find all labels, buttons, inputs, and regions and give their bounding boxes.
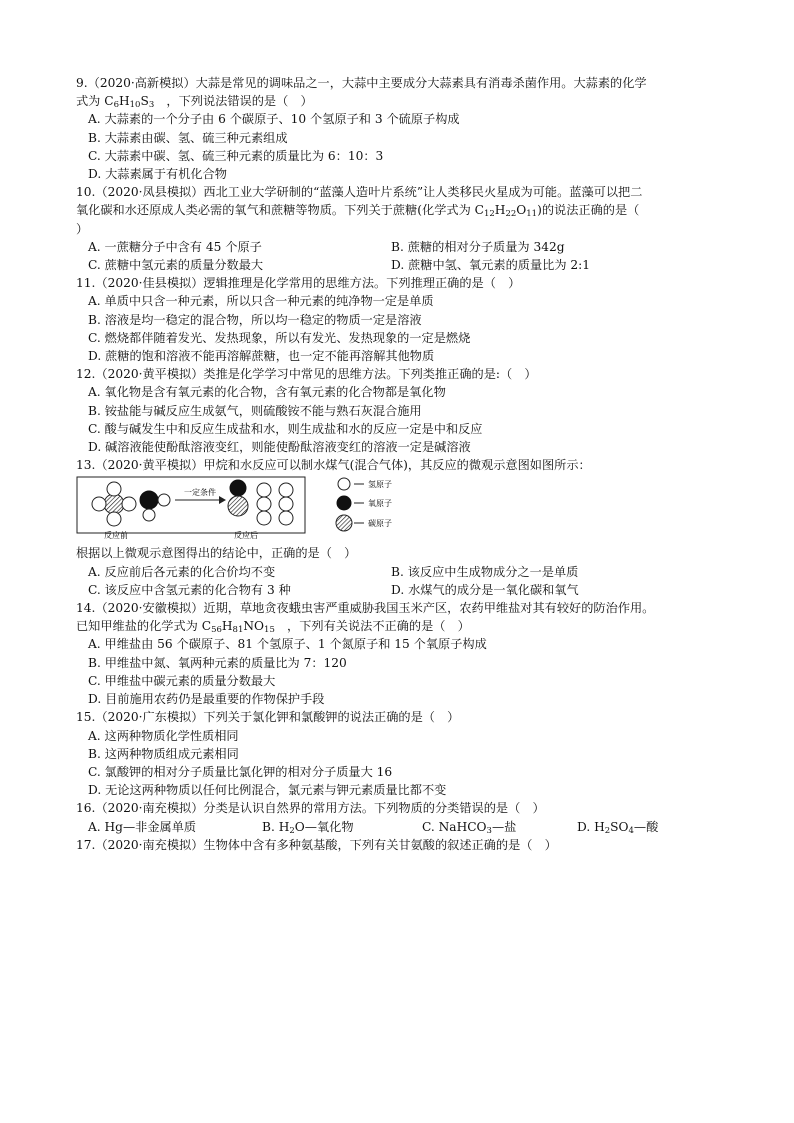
option-b: B. 该反应中生成物成分之一是单质 — [391, 564, 579, 579]
question-13-stem: 13.（2020·黄平模拟）甲烷和水反应可以制水煤气(混合气体)，其反应的微观示意图如图所示： — [76, 458, 591, 473]
options-row — [76, 256, 726, 274]
carbon-atom — [104, 494, 124, 514]
hydrogen-atom — [143, 509, 155, 521]
hydrogen-atom — [279, 483, 293, 497]
option-b: B. 甲维盐中氮、氧两种元素的质量比为 7：120 — [88, 655, 347, 670]
question-14-stem-line-1: 14.（2020·安徽模拟）近期，草地贪夜蛾虫害严重威胁我国玉米产区，农药甲维盐对其有较好的防治作用。 — [76, 601, 655, 616]
question-13 — [76, 456, 726, 599]
hydrogen-atom — [257, 497, 271, 511]
question-11-stem: 11.（2020·佳县模拟）逻辑推理是化学常用的思维方法。下列推理正确的是（ ） — [76, 276, 521, 291]
question-13-prompt: 根据以上微观示意图得出的结论中，正确的是（ ） — [76, 546, 357, 561]
question-12-stem: 12.（2020·黄平模拟）类推是化学学习中常见的思维方法。下列类推正确的是:（ ） — [76, 367, 537, 382]
hydrogen-atom — [279, 511, 293, 525]
oxygen-atom — [140, 491, 158, 509]
options-row — [76, 563, 726, 581]
reaction-diagram-svg — [76, 476, 726, 540]
hydrogen-atom — [257, 483, 271, 497]
reaction-diagram — [76, 476, 726, 540]
hydrogen-atom — [279, 497, 293, 511]
question-9-stem-line-1: 9.（2020·高新模拟）大蒜是常见的调味品之一，大蒜中主要成分大蒜素具有消毒杀菌作用。大蒜素的化学 — [76, 76, 647, 90]
hydrogen-atom — [158, 494, 170, 506]
hydrogen-atom — [122, 497, 136, 511]
label-before: 反应前 — [104, 531, 128, 541]
option-d: D. 碱溶液能使酚酞溶液变红，则能使酚酞溶液变红的溶液一定是碱溶液 — [88, 440, 471, 455]
hydrogen-atom — [107, 512, 121, 526]
legend-hydrogen-icon — [338, 478, 350, 490]
option-b: B. 大蒜素由碳、氢、硫三种元素组成 — [88, 130, 288, 145]
question-9-stem-line-2: 式为 $C_6H_{10}S_3$ ，下列说法错误的是（ ） — [76, 94, 313, 111]
legend-carbon-label: 碳原子 — [368, 519, 392, 529]
option-c: C. 大蒜素中碳、氢、硫三种元素的质量比为 6：10：3 — [88, 148, 384, 163]
question-10-stem-line-2: 氧化碳和水还原成人类必需的氧气和蔗糖等物质。下列关于蔗糖(化学式为 $C_{12}H_{22}O_{11}$)的说法正确的是（ — [76, 203, 640, 220]
option-a: A. 甲维盐由 56 个碳原子、81 个氢原子、1 个氮原子和 15 个氧原子构成 — [88, 637, 487, 652]
question-15-stem: 15.（2020·广东模拟）下列关于氯化钾和氯酸钾的说法正确的是（ ） — [76, 710, 460, 725]
legend-oxygen-icon — [337, 496, 351, 510]
option-c: C. 蔗糖中氢元素的质量分数最大 — [88, 258, 264, 273]
question-16-stem: 16.（2020·南充模拟）分类是认识自然界的常用方法。下列物质的分类错误的是（ ） — [76, 801, 545, 816]
option-a: A. 一蔗糖分子中含有 45 个原子 — [88, 239, 262, 254]
option-b: B. 溶液是均一稳定的混合物，所以均一稳定的物质一定是溶液 — [88, 312, 422, 327]
option-c: C. NaHCO$_3$—盐 — [422, 819, 517, 836]
option-d: D. 蔗糖中氢、氧元素的质量比为 2:1 — [391, 258, 591, 273]
option-a: A. 反应前后各元素的化合价均不变 — [88, 564, 276, 579]
option-d: D. 蔗糖的饱和溶液不能再溶解蔗糖，也一定不能再溶解其他物质 — [88, 349, 435, 364]
option-b: B. 蔗糖的相对分子质量为 342g — [391, 239, 565, 254]
option-a: A. 这两种物质化学性质相同 — [88, 728, 239, 743]
option-c: C. 甲维盐中碳元素的质量分数最大 — [88, 673, 276, 688]
hydrogen-atom — [257, 511, 271, 525]
legend-oxygen-label: 氧原子 — [368, 499, 392, 509]
hydrogen-atom — [107, 482, 121, 496]
question-10 — [76, 183, 726, 274]
option-a: A. 单质中只含一种元素，所以只含一种元素的纯净物一定是单质 — [88, 294, 434, 309]
options-row — [76, 581, 726, 599]
legend-carbon-icon — [336, 515, 352, 531]
option-a: A. Hg—非金属单质 — [88, 819, 197, 834]
question-15 — [76, 708, 726, 799]
option-b: B. 铵盐能与碱反应生成氨气，则硫酸铵不能与熟石灰混合施用 — [88, 403, 422, 418]
option-d: D. 水煤气的成分是一氧化碳和氧气 — [391, 582, 579, 597]
option-d: D. 目前施用农药仍是最重要的作物保护手段 — [88, 692, 325, 707]
option-c: C. 酸与碱发生中和反应生成盐和水，则生成盐和水的反应一定是中和反应 — [88, 421, 483, 436]
oxygen-atom — [230, 480, 246, 496]
options-row — [76, 238, 726, 256]
option-b: B. 这两种物质组成元素相同 — [88, 746, 239, 761]
option-a: A. 大蒜素的一个分子由 6 个碳原子、10 个氢原子和 3 个硫原子构成 — [88, 112, 460, 127]
question-9 — [76, 74, 726, 183]
question-14-stem-line-2: 已知甲维盐的化学式为 $C_{56}H_{81}NO_{15}$ ，下列有关说法不正确的是（ ） — [76, 619, 470, 636]
reaction-condition: 一定条件 — [184, 488, 216, 498]
arrow-head — [219, 496, 226, 504]
options-row — [76, 818, 726, 836]
question-17 — [76, 836, 726, 854]
question-11 — [76, 274, 726, 365]
question-list — [76, 74, 726, 854]
option-d: D. 大蒜素属于有机化合物 — [88, 167, 227, 182]
option-c: C. 燃烧都伴随着发光、发热现象，所以有发光、发热现象的一定是燃烧 — [88, 330, 471, 345]
option-b: B. $H_2O—$氧化物 — [262, 819, 354, 836]
question-10-stem-line-3: ） — [76, 221, 89, 236]
option-a: A. 氧化物是含有氧元素的化合物，含有氧元素的化合物都是氧化物 — [88, 385, 446, 400]
option-d: D. $H_2SO_4—$酸 — [577, 819, 659, 836]
label-after: 反应后 — [234, 531, 258, 541]
carbon-atom — [228, 496, 248, 516]
question-10-stem-line-1: 10.（2020·凤县模拟）西北工业大学研制的“蓝藻人造叶片系统”让人类移民火星成为可能。蓝藻可以把二 — [76, 185, 643, 200]
hydrogen-atom — [92, 497, 106, 511]
question-16 — [76, 799, 726, 835]
question-12 — [76, 365, 726, 456]
question-17-stem: 17.（2020·南充模拟）生物体中含有多种氨基酸，下列有关甘氨酸的叙述正确的是（ ） — [76, 837, 557, 852]
option-c: C. 该反应中含氢元素的化合物有 3 种 — [88, 582, 291, 597]
option-d: D. 无论这两种物质以任何比例混合，氯元素与钾元素质量比都不变 — [88, 783, 447, 798]
question-14 — [76, 599, 726, 708]
legend-hydrogen-label: 氢原子 — [368, 480, 392, 490]
option-c: C. 氯酸钾的相对分子质量比氯化钾的相对分子质量大 16 — [88, 764, 393, 779]
